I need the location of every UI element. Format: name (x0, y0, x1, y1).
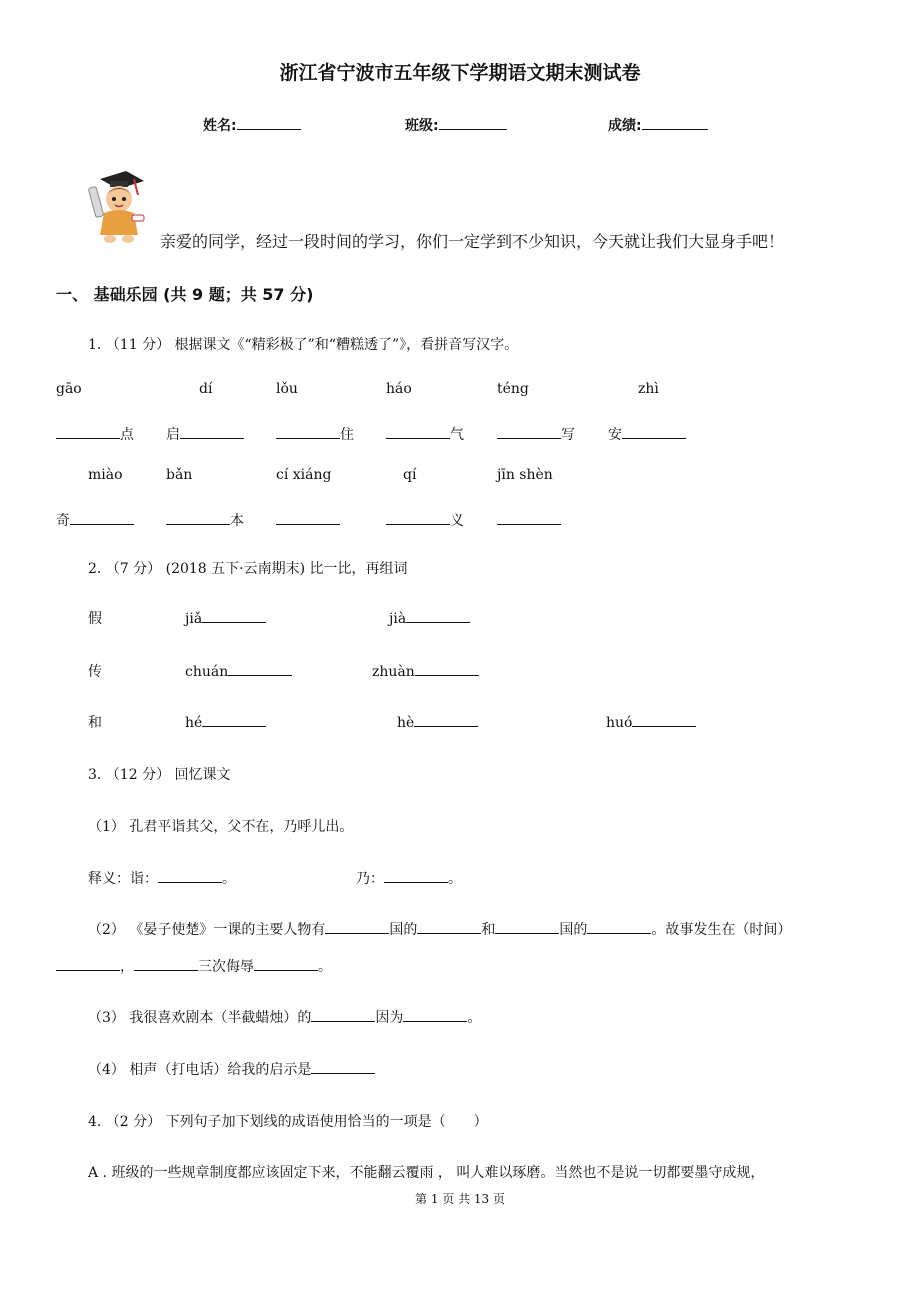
pinyin: lǒu (276, 381, 298, 397)
section-heading: 一、 基础乐园 (共 9 题；共 57 分) (56, 285, 314, 304)
reading-pinyin: jiǎ (185, 611, 203, 627)
answer-blank[interactable] (632, 712, 696, 727)
answer-blank[interactable] (70, 510, 134, 525)
answer-blank[interactable] (497, 424, 561, 439)
pinyin: jīn shèn (497, 467, 553, 483)
reading-pinyin: huó (606, 715, 633, 731)
hanzi-answer-item[interactable] (276, 510, 340, 529)
text: 。 (318, 959, 332, 975)
answer-blank[interactable] (414, 712, 478, 727)
text: （2） 《晏子使楚》一课的主要人物有 (88, 922, 326, 938)
q3-part4[interactable] (88, 1059, 375, 1079)
q3-part2-line1[interactable] (88, 919, 791, 939)
score-blank[interactable] (642, 115, 708, 130)
text: 国的 (559, 922, 588, 938)
score-field[interactable] (608, 115, 708, 135)
hanzi-answer-item[interactable] (386, 510, 464, 530)
answer-blank[interactable] (276, 510, 340, 525)
answer-blank[interactable] (56, 424, 120, 439)
compare-char: 传 (88, 664, 102, 680)
reading-item[interactable] (397, 712, 478, 731)
answer-blank[interactable] (134, 956, 198, 971)
reading-item[interactable] (185, 608, 266, 627)
q3-definition-2[interactable] (356, 868, 462, 888)
answer-blank[interactable] (384, 868, 448, 883)
answer-blank[interactable] (386, 510, 450, 525)
class-blank[interactable] (439, 115, 507, 130)
hanzi: 奇 (56, 513, 70, 529)
text: 因为 (375, 1010, 404, 1026)
hanzi: 气 (450, 427, 464, 443)
page-footer: 第 1 页 共 13 页 (415, 1192, 505, 1206)
answer-blank[interactable] (587, 919, 651, 934)
name-field[interactable] (203, 115, 301, 135)
reading-pinyin: jià (389, 611, 407, 627)
hanzi: 义 (450, 513, 464, 529)
answer-blank[interactable] (180, 424, 244, 439)
reading-pinyin: zhuàn (372, 664, 415, 680)
text: 国的 (389, 922, 418, 938)
greeting-text: 亲爱的同学，经过一段时间的学习，你们一定学到不少知识，今天就让我们大显身手吧！ (160, 232, 785, 251)
text: （4） 相声（打电话）给我的启示是 (88, 1062, 312, 1078)
text: ， (120, 959, 134, 975)
class-field[interactable] (405, 115, 507, 135)
hanzi-answer-item[interactable] (166, 510, 244, 530)
answer-blank[interactable] (202, 712, 266, 727)
q3-part3[interactable] (88, 1007, 481, 1027)
class-label: 班级: (405, 118, 439, 134)
question-2-stem: 2. （7 分） (2018 五下·云南期末) 比一比，再组词 (88, 561, 408, 577)
hanzi-answer-item[interactable] (56, 424, 134, 444)
label: 乃： (356, 871, 384, 887)
text: 和 (481, 922, 496, 938)
hanzi-answer-item[interactable] (608, 424, 686, 444)
answer-blank[interactable] (254, 956, 318, 971)
hanzi-answer-item[interactable] (386, 424, 464, 444)
answer-blank[interactable] (202, 608, 266, 623)
pinyin: cí xiáng (276, 467, 332, 483)
answer-blank[interactable] (276, 424, 340, 439)
answer-blank[interactable] (495, 919, 559, 934)
hanzi-answer-item[interactable] (497, 510, 561, 529)
reading-item[interactable] (372, 661, 479, 680)
period: 。 (222, 871, 236, 887)
answer-blank[interactable] (228, 661, 292, 676)
pinyin: miào (88, 467, 123, 483)
reading-pinyin: chuán (185, 664, 229, 680)
answer-blank[interactable] (56, 956, 120, 971)
compare-char: 和 (88, 715, 102, 731)
hanzi-answer-item[interactable] (497, 424, 575, 444)
page-title: 浙江省宁波市五年级下学期语文期末测试卷 (279, 62, 641, 84)
question-3-stem: 3. （12 分） 回忆课文 (88, 767, 231, 783)
answer-blank[interactable] (311, 1059, 375, 1074)
q3-part1: （1） 孔君平诣其父，父不在，乃呼儿出。 (88, 819, 354, 835)
pinyin: bǎn (166, 467, 193, 483)
answer-blank[interactable] (311, 1007, 375, 1022)
compare-char: 假 (88, 611, 102, 627)
answer-blank[interactable] (406, 608, 470, 623)
reading-item[interactable] (185, 661, 292, 680)
period: 。 (448, 871, 462, 887)
answer-blank[interactable] (386, 424, 450, 439)
answer-blank[interactable] (403, 1007, 467, 1022)
answer-blank[interactable] (497, 510, 561, 525)
hanzi: 写 (561, 427, 575, 443)
student-mascot-icon (86, 165, 148, 247)
score-label: 成绩: (608, 118, 642, 134)
question-1-stem: 1. （11 分） 根据课文《“精彩极了”和“糟糕透了”》，看拼音写汉字。 (88, 337, 519, 353)
name-label: 姓名: (203, 118, 237, 134)
pinyin: dí (199, 381, 213, 397)
text: 。 (467, 1010, 482, 1026)
reading-pinyin: hè (397, 715, 415, 731)
question-4-stem: 4. （2 分） 下列句子加下划线的成语使用恰当的一项是（ ） (88, 1114, 488, 1130)
pinyin: téng (497, 381, 529, 397)
pinyin: háo (386, 381, 412, 397)
answer-blank[interactable] (417, 919, 481, 934)
answer-blank[interactable] (166, 510, 230, 525)
reading-item[interactable] (606, 712, 696, 731)
text: 。故事发生在（时间） (651, 922, 792, 938)
hanzi: 点 (120, 427, 134, 443)
hanzi: 本 (230, 513, 244, 529)
reading-item[interactable] (389, 608, 470, 627)
q3-definition-1[interactable] (88, 868, 236, 888)
hanzi: 启 (166, 427, 180, 443)
answer-blank[interactable] (158, 868, 222, 883)
hanzi-answer-item[interactable] (276, 424, 354, 444)
label: 释义：诣： (88, 871, 158, 887)
q3-part2-line2[interactable] (56, 956, 332, 976)
hanzi-answer-item[interactable] (56, 510, 134, 530)
text: 三次侮辱 (198, 959, 254, 975)
hanzi-answer-item[interactable] (166, 424, 244, 444)
reading-pinyin: hé (185, 715, 203, 731)
hanzi: 住 (340, 427, 354, 443)
option-a[interactable]: A . 班级的一些规章制度都应该固定下来，不能翻云覆雨 ， 叫人难以琢磨。当然也不是说一切都要墨守成规， (88, 1165, 765, 1181)
pinyin: gāo (56, 381, 82, 397)
hanzi: 安 (608, 427, 622, 443)
answer-blank[interactable] (325, 919, 389, 934)
answer-blank[interactable] (622, 424, 686, 439)
text: （3） 我很喜欢剧本（半截蜡烛）的 (88, 1010, 312, 1026)
answer-blank[interactable] (415, 661, 479, 676)
reading-item[interactable] (185, 712, 266, 731)
pinyin: qí (403, 467, 417, 483)
pinyin: zhì (638, 381, 659, 397)
name-blank[interactable] (237, 115, 301, 130)
